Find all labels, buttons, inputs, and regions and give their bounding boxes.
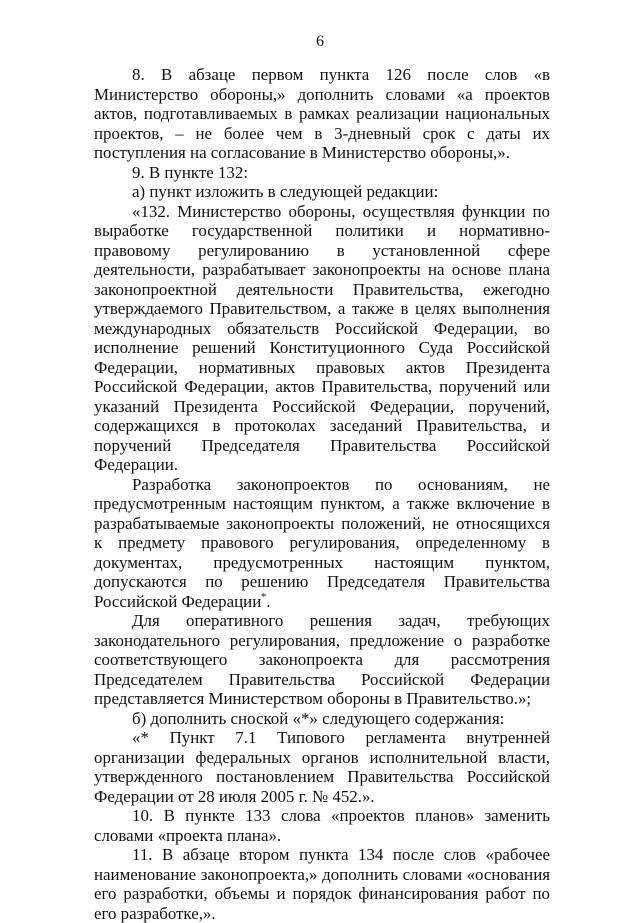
paragraph-11: 11. В абзаце втором пункта 134 после слов «рабочее наименование законопроекта,» дополнить словами «основания его разработки, объемы и порядок финансирования работ по его разработке,». — [94, 845, 550, 923]
footnote-text: «* Пункт 7.1 Типового регламента внутренней организации федеральных органов исполнительной власти, утвержденного постановлением Правительства Российской Федерации от 28 июля 2005 г. № 452.». — [94, 728, 550, 806]
document-body — [94, 65, 550, 923]
sentence-period: . — [266, 591, 271, 611]
paragraph-9: 9. В пункте 132: — [132, 162, 249, 182]
paragraph-10: 10. В пункте 133 слова «проектов планов» заменить словами «проекта плана». — [94, 806, 550, 845]
subparagraph-b: б) дополнить сноской «*» следующего содержания: — [132, 708, 505, 728]
paragraph-8: 8. В абзаце первом пункта 126 после слов «в Министерство обороны,» дополнить словами «а проектов актов, подготавливаемых в рамках реализации национальных проектов, – не более чем в 3-дневный срок с даты их поступления на согласование в Министерство обороны,». — [94, 65, 550, 162]
clause-132-text: «132. Министерство обороны, осуществляя функции по выработке государственной политики и нормативно-правовому регулированию в установленной сфере деятельности, разрабатывает законопроекты на основе плана законопроектной деятельности Правительства, ежегодно утверждаемого Правительством, а также в целях выполнения международных обязательств Российской Федерации, во исполнение решений Конституционного Суда Российской Федерации, нормативных правовых актов Президента Российской Федерации, актов Правительства, поручений или указаний Президента Российской Федерации, поручений, содержащихся в протоколах заседаний Правительства, и поручений Председателя Правительства Российской Федерации. — [94, 201, 550, 474]
subparagraph-a: а) пункт изложить в следующей редакции: — [132, 182, 439, 201]
footnote-marker: * — [261, 591, 267, 603]
clause-132-second-para — [94, 475, 550, 612]
page-number: 6 — [316, 33, 324, 50]
clause-132-third-para: Для оперативного решения задач, требующих законодательного регулирования, предложение о разработке соответствующего законопроекта для рассмотрения Председателем Правительства Российской Федерации представляется Министерством обороны в Правительство.»; — [94, 611, 550, 708]
clause-132-second-text: Разработка законопроектов по основаниям, не предусмотренным настоящим пунктом, а также включение в разрабатываемые законопроекты положений, не относящихся к предмету правового регулирования, определенному в документах, предусмотренных настоящим пунктом, допускаются по решению Председателя Правительства Российской Федерации — [94, 474, 550, 611]
